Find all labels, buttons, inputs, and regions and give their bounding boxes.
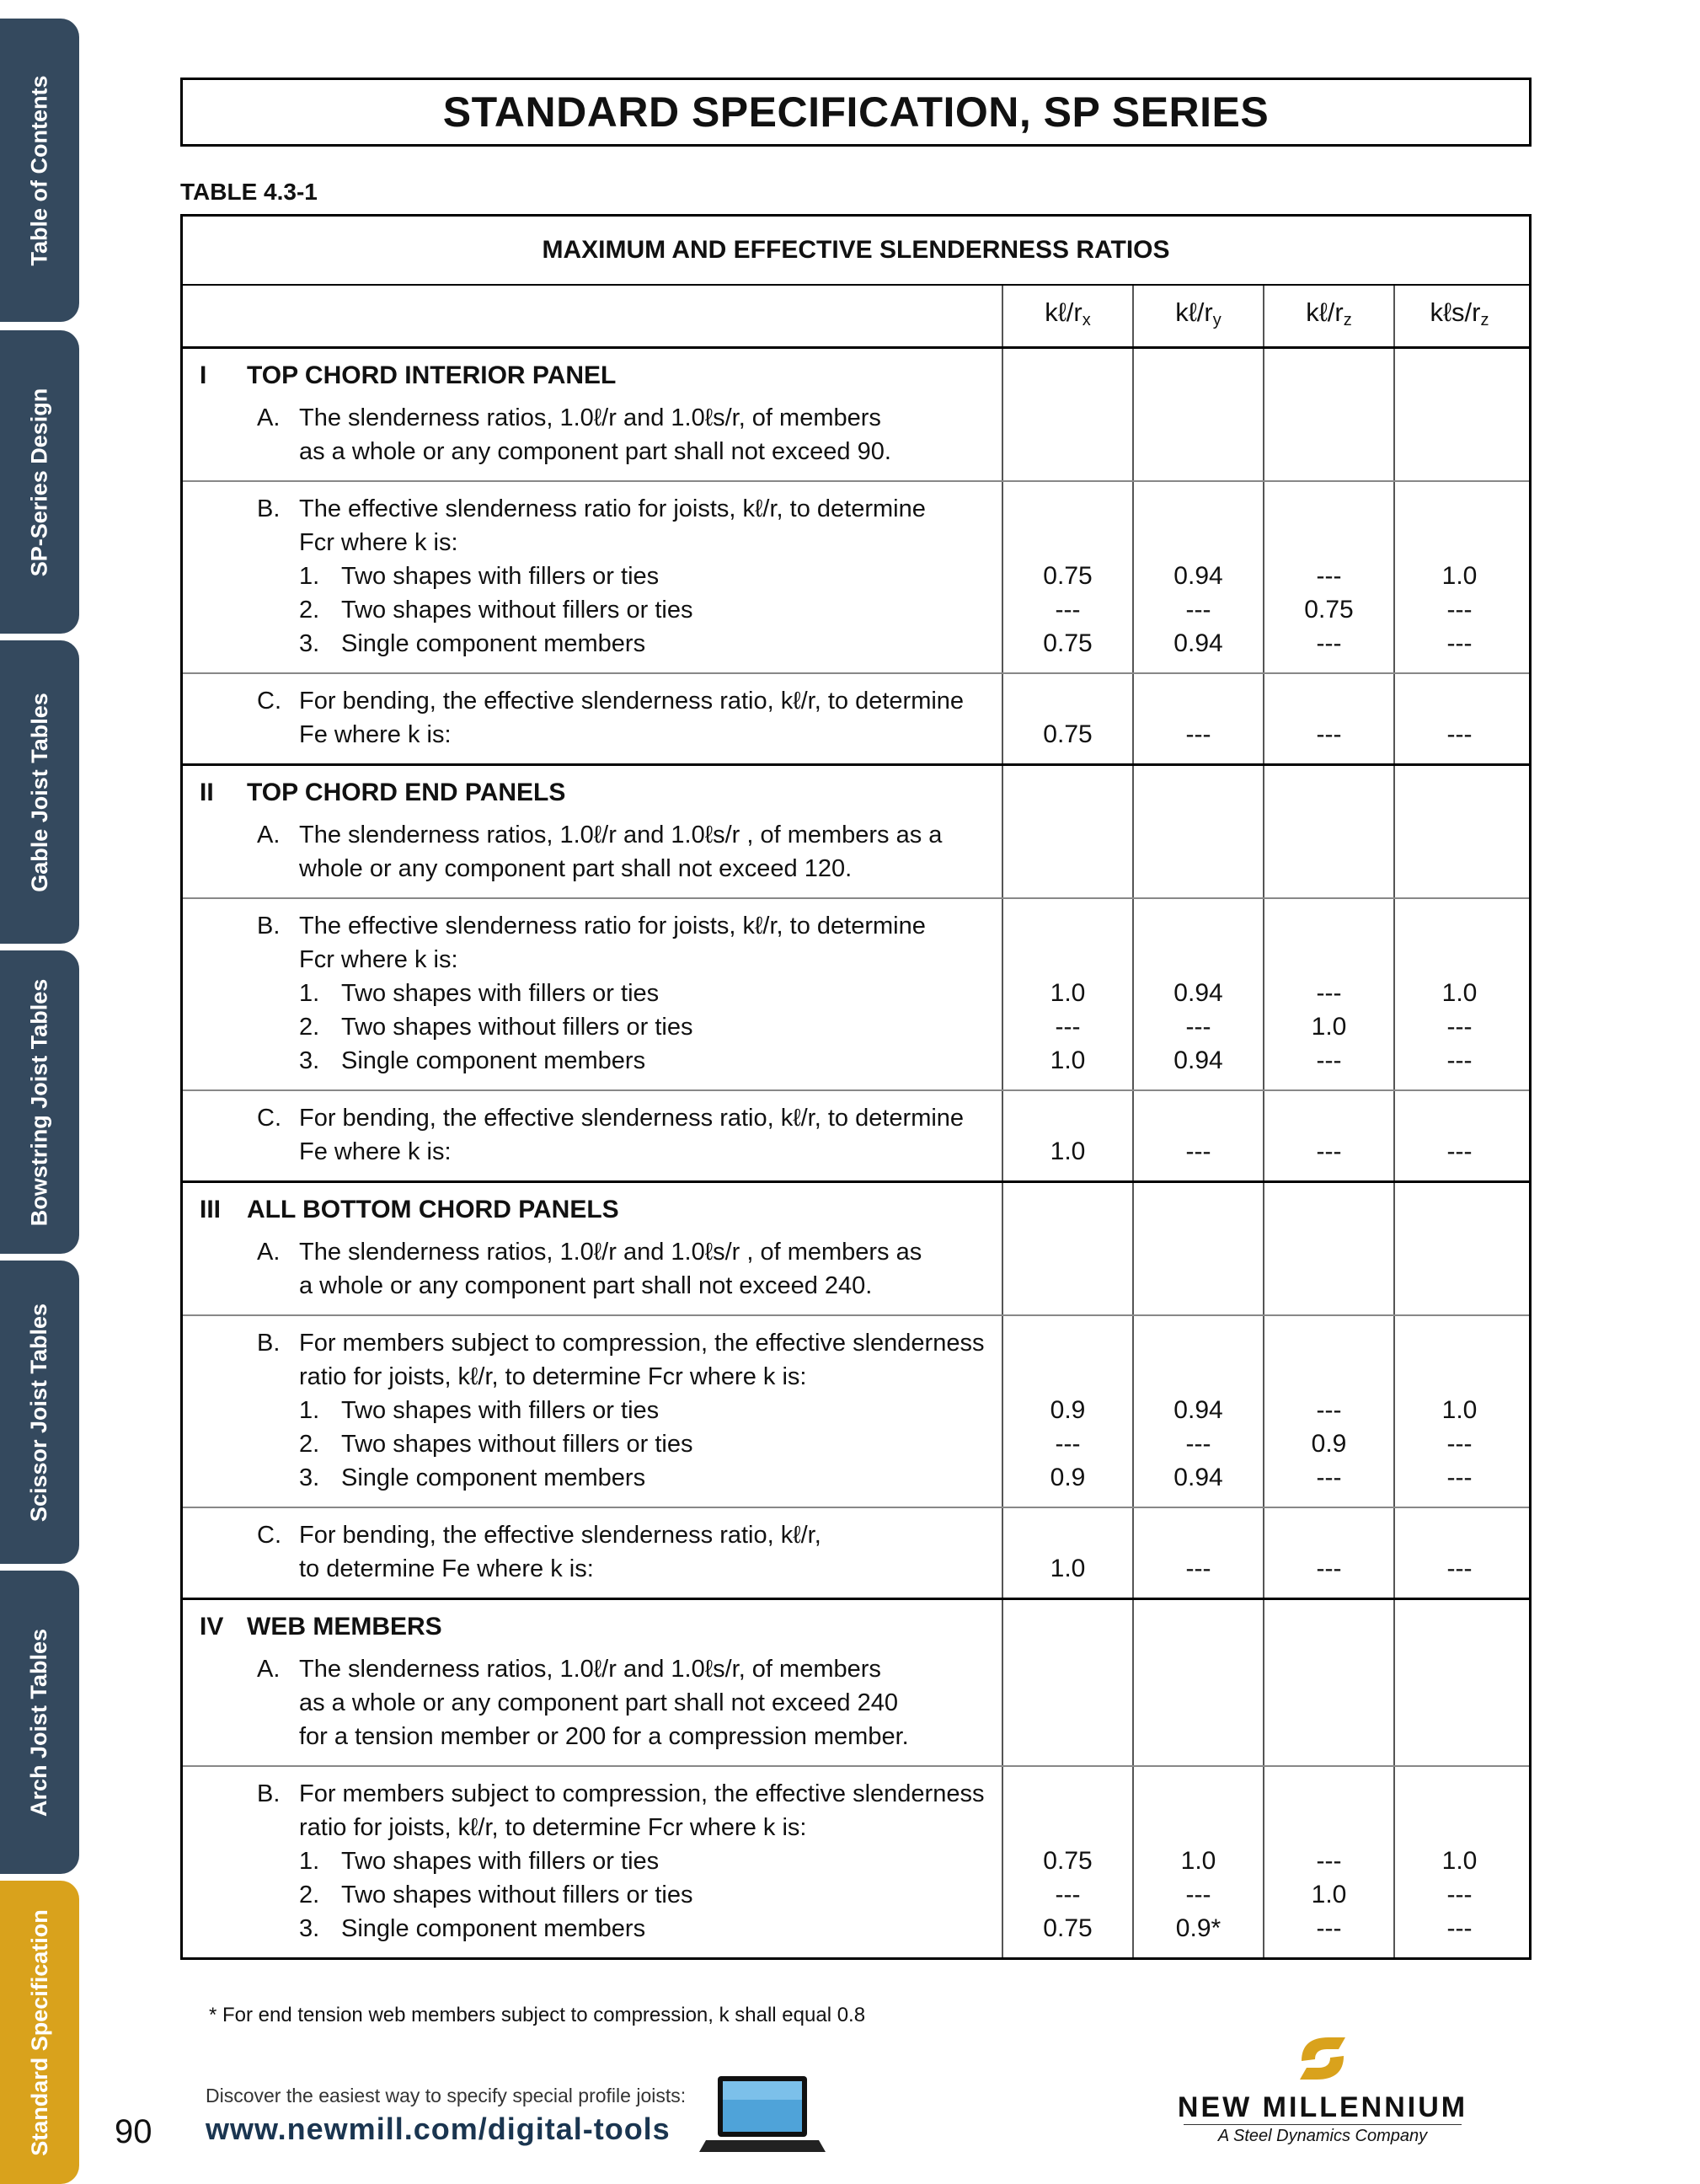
value-cell xyxy=(1263,674,1393,763)
tab-arch-joist-tables[interactable] xyxy=(0,1571,79,1874)
value: --- xyxy=(1055,596,1081,624)
value-cell xyxy=(1393,1508,1524,1598)
tab-bowstring-joist-tables[interactable] xyxy=(0,950,79,1254)
value: 1.0 xyxy=(1180,1847,1216,1875)
tab-standard-specification[interactable] xyxy=(0,1881,79,2184)
tab-scissor-joist-tables[interactable] xyxy=(0,1261,79,1564)
sub-item xyxy=(299,1044,985,1078)
value: 0.9 xyxy=(1050,1396,1086,1424)
value: --- xyxy=(1055,1430,1081,1458)
value-cell xyxy=(1002,1316,1132,1507)
value-cell xyxy=(1132,899,1263,1089)
item-letter: B. xyxy=(257,495,281,522)
value: --- xyxy=(1316,1396,1342,1424)
item-line: whole or any component part shall not exceed 120. xyxy=(299,855,853,882)
value: 0.75 xyxy=(1043,1914,1093,1942)
value-cell xyxy=(1393,1183,1524,1314)
item-letter: B. xyxy=(257,1780,281,1807)
value: 0.75 xyxy=(1043,1847,1093,1875)
value: --- xyxy=(1185,1430,1211,1458)
section-heading xyxy=(200,359,985,393)
item-letter: C. xyxy=(257,1522,281,1549)
slenderness-table xyxy=(180,214,1532,1960)
item-letter: B. xyxy=(257,1330,281,1357)
row-description xyxy=(183,1183,1002,1314)
row-description xyxy=(183,1767,1002,1957)
value: --- xyxy=(1446,1046,1473,1074)
value-cell xyxy=(1393,899,1524,1089)
section-title: ALL BOTTOM CHORD PANELS xyxy=(247,1196,619,1223)
value-cell xyxy=(1263,1600,1393,1765)
value: 1.0 xyxy=(1441,979,1478,1007)
item-line: Fcr where k is: xyxy=(299,946,458,973)
column-header-row xyxy=(183,286,1529,349)
value: 0.9* xyxy=(1175,1914,1222,1942)
sub-number: 2. xyxy=(299,1431,320,1458)
value-cell xyxy=(1132,1183,1263,1314)
sub-item xyxy=(299,627,985,661)
value-cell xyxy=(1263,1508,1393,1598)
value: --- xyxy=(1446,596,1473,624)
value-cell xyxy=(1132,1767,1263,1957)
col-sub: z xyxy=(1343,310,1352,329)
sub-item xyxy=(299,977,985,1010)
sub-item xyxy=(299,593,985,627)
value: --- xyxy=(1446,1881,1473,1908)
value-cell xyxy=(1002,1091,1132,1180)
sub-number: 2. xyxy=(299,1014,320,1041)
sub-number: 1. xyxy=(299,1397,320,1424)
row-description xyxy=(183,1316,1002,1507)
sub-item xyxy=(299,1912,985,1946)
value-cell xyxy=(1132,1316,1263,1507)
col-header-klrx xyxy=(1002,286,1132,346)
row-description xyxy=(183,482,1002,672)
sub-number: 2. xyxy=(299,1882,320,1908)
col-header-klsrz xyxy=(1393,286,1524,346)
value-cell xyxy=(1393,1600,1524,1765)
item-text xyxy=(200,1518,985,1586)
sub-item xyxy=(299,1461,985,1495)
value-cell xyxy=(1393,674,1524,763)
item-text xyxy=(200,1235,985,1303)
value: 1.0 xyxy=(1311,1013,1347,1041)
value: --- xyxy=(1316,1464,1342,1491)
col-base: kℓs/r xyxy=(1430,297,1481,327)
item-line: For bending, the effective slenderness ratio, kℓ/r, to determine xyxy=(299,688,965,715)
value: --- xyxy=(1316,1138,1342,1165)
tab-label: SP-Series Design xyxy=(26,388,52,576)
tab-table-of-contents[interactable] xyxy=(0,19,79,322)
value-cell xyxy=(1002,766,1132,897)
value-cell xyxy=(1263,1767,1393,1957)
value-cell xyxy=(1393,766,1524,897)
value: 1.0 xyxy=(1050,979,1086,1007)
table-row xyxy=(183,1091,1529,1183)
section-title: WEB MEMBERS xyxy=(247,1613,442,1641)
section-heading xyxy=(200,1610,985,1644)
item-line: The effective slenderness ratio for joists, kℓ/r, to determine xyxy=(299,495,926,522)
section-heading xyxy=(200,776,985,810)
item-letter: A. xyxy=(257,1239,281,1266)
value: 0.94 xyxy=(1173,979,1223,1007)
value: 0.75 xyxy=(1304,596,1354,624)
col-header-klry xyxy=(1132,286,1263,346)
value: --- xyxy=(1316,720,1342,748)
value: --- xyxy=(1316,1914,1342,1942)
value-cell xyxy=(1002,674,1132,763)
sub-item xyxy=(299,1878,985,1912)
table-row xyxy=(183,1767,1529,1957)
sub-text: Single component members xyxy=(341,1915,646,1942)
value: --- xyxy=(1055,1013,1081,1041)
sub-text: Two shapes with fillers or ties xyxy=(341,1397,660,1424)
value: --- xyxy=(1185,596,1211,624)
tab-gable-joist-tables[interactable] xyxy=(0,640,79,944)
col-base: kℓ/r xyxy=(1045,297,1083,327)
value: 1.0 xyxy=(1441,1847,1478,1875)
value: --- xyxy=(1316,979,1342,1007)
sub-number: 3. xyxy=(299,1464,320,1491)
discover-text: Discover the easiest way to specify special profile joists: xyxy=(206,2085,687,2106)
value-cell xyxy=(1002,1508,1132,1598)
footnote: * For end tension web members subject to compression, k shall equal 0.8 xyxy=(209,2004,866,2026)
sub-text: Two shapes with fillers or ties xyxy=(341,980,660,1007)
table-caption: MAXIMUM AND EFFECTIVE SLENDERNESS RATIOS xyxy=(183,217,1529,286)
value: --- xyxy=(1185,1881,1211,1908)
value: 0.75 xyxy=(1043,720,1093,748)
value: --- xyxy=(1316,1555,1342,1582)
table-row xyxy=(183,1316,1529,1508)
digital-tools-link[interactable]: www.newmill.com/digital-tools xyxy=(206,2112,671,2146)
row-description xyxy=(183,1600,1002,1765)
sub-text: Two shapes with fillers or ties xyxy=(341,563,660,590)
item-letter: A. xyxy=(257,404,281,431)
value-cell xyxy=(1393,1767,1524,1957)
value: 0.94 xyxy=(1173,629,1223,657)
item-letter: A. xyxy=(257,822,281,848)
item-text xyxy=(200,1777,985,1946)
item-letter: C. xyxy=(257,1105,281,1132)
table-number: TABLE 4.3-1 xyxy=(180,179,318,205)
section-heading xyxy=(200,1193,985,1227)
value: --- xyxy=(1316,562,1342,590)
value-cell xyxy=(1263,766,1393,897)
value-cell xyxy=(1132,349,1263,480)
value: 1.0 xyxy=(1050,1046,1086,1074)
value: --- xyxy=(1446,1914,1473,1942)
sub-text: Two shapes without fillers or ties xyxy=(341,597,693,624)
value-cell xyxy=(1393,482,1524,672)
sub-item xyxy=(299,1010,985,1044)
value-cell xyxy=(1132,1600,1263,1765)
item-line: For bending, the effective slenderness ratio, kℓ/r, to determine xyxy=(299,1105,965,1132)
col-header-klrz xyxy=(1263,286,1393,346)
value-cell xyxy=(1002,1183,1132,1314)
value-cell xyxy=(1393,1316,1524,1507)
item-line: ratio for joists, kℓ/r, to determine Fcr where k is: xyxy=(299,1363,807,1390)
item-line: For members subject to compression, the effective slenderness xyxy=(299,1780,985,1807)
sub-number: 3. xyxy=(299,1047,320,1074)
section-title: TOP CHORD END PANELS xyxy=(247,779,566,806)
table-row xyxy=(183,766,1529,899)
value-cell xyxy=(1393,1091,1524,1180)
sub-text: Two shapes without fillers or ties xyxy=(341,1431,693,1458)
value-cell xyxy=(1002,1767,1132,1957)
item-text xyxy=(200,1652,985,1753)
row-description xyxy=(183,899,1002,1089)
item-text xyxy=(200,492,985,661)
item-text xyxy=(200,401,985,468)
item-line: The slenderness ratios, 1.0ℓ/r and 1.0ℓs/r, of members xyxy=(299,1656,881,1683)
row-description xyxy=(183,1508,1002,1598)
row-description xyxy=(183,766,1002,897)
table-row xyxy=(183,674,1529,766)
sub-number: 1. xyxy=(299,1848,320,1875)
value: --- xyxy=(1446,629,1473,657)
item-line: For members subject to compression, the effective slenderness xyxy=(299,1330,985,1357)
value: --- xyxy=(1185,720,1211,748)
value: --- xyxy=(1446,720,1473,748)
value: 0.94 xyxy=(1173,562,1223,590)
value: --- xyxy=(1446,1464,1473,1491)
page-title: STANDARD SPECIFICATION, SP SERIES xyxy=(442,88,1270,136)
value: --- xyxy=(1316,1847,1342,1875)
sub-text: Two shapes without fillers or ties xyxy=(341,1882,693,1908)
value: --- xyxy=(1185,1138,1211,1165)
new-millennium-logo xyxy=(1146,2029,1500,2155)
value: 0.94 xyxy=(1173,1046,1223,1074)
tab-label: Gable Joist Tables xyxy=(26,692,52,892)
table-row xyxy=(183,1600,1529,1767)
sub-number: 2. xyxy=(299,597,320,624)
tab-label: Bowstring Joist Tables xyxy=(26,978,52,1226)
value: 0.94 xyxy=(1173,1464,1223,1491)
header-desc-cell xyxy=(183,286,1002,346)
value: 1.0 xyxy=(1441,1396,1478,1424)
value-cell xyxy=(1132,1091,1263,1180)
tab-label: Arch Joist Tables xyxy=(26,1628,52,1817)
logo-mark-icon xyxy=(1285,2029,1361,2088)
item-line: ratio for joists, kℓ/r, to determine Fcr where k is: xyxy=(299,1814,807,1841)
item-text xyxy=(200,909,985,1078)
item-text xyxy=(200,1326,985,1495)
item-text xyxy=(200,684,985,752)
item-line: to determine Fe where k is: xyxy=(299,1555,594,1582)
item-line: for a tension member or 200 for a compression member. xyxy=(299,1723,909,1750)
item-line: as a whole or any component part shall not exceed 90. xyxy=(299,438,891,465)
sub-item xyxy=(299,1394,985,1427)
page-title-box xyxy=(180,78,1532,147)
value-cell xyxy=(1263,1316,1393,1507)
value: --- xyxy=(1185,1013,1211,1041)
section-number: I xyxy=(200,361,207,389)
sub-number: 3. xyxy=(299,630,320,657)
value-cell xyxy=(1263,482,1393,672)
item-line: Fe where k is: xyxy=(299,721,452,748)
col-base: kℓ/r xyxy=(1306,297,1344,327)
sub-text: Single component members xyxy=(341,630,646,657)
section-number: III xyxy=(200,1196,222,1223)
tab-label: Standard Specification xyxy=(26,1908,52,2156)
value-cell xyxy=(1263,349,1393,480)
value: --- xyxy=(1316,1046,1342,1074)
item-letter: B. xyxy=(257,913,281,939)
sub-number: 1. xyxy=(299,980,320,1007)
sub-number: 3. xyxy=(299,1915,320,1942)
value-cell xyxy=(1393,349,1524,480)
item-line: The slenderness ratios, 1.0ℓ/r and 1.0ℓs/r , of members as a xyxy=(299,822,943,848)
value: --- xyxy=(1446,1138,1473,1165)
table-row xyxy=(183,899,1529,1091)
value: 1.0 xyxy=(1311,1881,1347,1908)
col-sub: x xyxy=(1082,310,1091,329)
sub-text: Two shapes with fillers or ties xyxy=(341,1848,660,1875)
value: --- xyxy=(1055,1881,1081,1908)
item-text xyxy=(200,1101,985,1169)
sub-item xyxy=(299,1844,985,1878)
value: --- xyxy=(1446,1013,1473,1041)
logo-tagline: A Steel Dynamics Company xyxy=(1184,2124,1462,2146)
tab-label: Scissor Joist Tables xyxy=(26,1303,52,1522)
value-cell xyxy=(1263,1091,1393,1180)
sub-text: Single component members xyxy=(341,1464,646,1491)
value: 0.75 xyxy=(1043,629,1093,657)
row-description xyxy=(183,674,1002,763)
logo-name: NEW MILLENNIUM xyxy=(1177,2091,1468,2123)
sub-item xyxy=(299,559,985,593)
row-description xyxy=(183,349,1002,480)
col-base: kℓ/r xyxy=(1175,297,1213,327)
item-line: The slenderness ratios, 1.0ℓ/r and 1.0ℓs/r , of members as xyxy=(299,1239,922,1266)
item-line: For bending, the effective slenderness ratio, kℓ/r, xyxy=(299,1522,821,1549)
value: 1.0 xyxy=(1441,562,1478,590)
table-row xyxy=(183,1183,1529,1316)
sub-text: Two shapes without fillers or ties xyxy=(341,1014,693,1041)
section-number: II xyxy=(200,779,214,806)
item-text xyxy=(200,818,985,886)
row-description xyxy=(183,1091,1002,1180)
col-sub: z xyxy=(1480,310,1489,329)
value-cell xyxy=(1002,349,1132,480)
value: --- xyxy=(1185,1555,1211,1582)
table-row xyxy=(183,482,1529,674)
item-line: Fcr where k is: xyxy=(299,529,458,556)
tab-sp-series-design[interactable] xyxy=(0,330,79,634)
section-number: IV xyxy=(200,1613,224,1641)
value-cell xyxy=(1002,899,1132,1089)
value: --- xyxy=(1446,1430,1473,1458)
section-title: TOP CHORD INTERIOR PANEL xyxy=(247,361,617,389)
value-cell xyxy=(1132,482,1263,672)
item-line: The effective slenderness ratio for joists, kℓ/r, to determine xyxy=(299,913,926,939)
value: 1.0 xyxy=(1050,1555,1086,1582)
item-line: Fe where k is: xyxy=(299,1138,452,1165)
value-cell xyxy=(1132,674,1263,763)
page-number: 90 xyxy=(115,2113,152,2150)
item-line: a whole or any component part shall not exceed 240. xyxy=(299,1272,873,1299)
value-cell xyxy=(1263,899,1393,1089)
item-line: as a whole or any component part shall not exceed 240 xyxy=(299,1689,898,1716)
item-letter: A. xyxy=(257,1656,281,1683)
value-cell xyxy=(1132,1508,1263,1598)
value-cell xyxy=(1132,766,1263,897)
table-row xyxy=(183,349,1529,482)
value: 1.0 xyxy=(1050,1138,1086,1165)
sub-number: 1. xyxy=(299,563,320,590)
value-cell xyxy=(1002,482,1132,672)
value: 0.9 xyxy=(1311,1430,1347,1458)
value: --- xyxy=(1316,629,1342,657)
value-cell xyxy=(1263,1183,1393,1314)
value: 0.94 xyxy=(1173,1396,1223,1424)
item-line: The slenderness ratios, 1.0ℓ/r and 1.0ℓs/r, of members xyxy=(299,404,881,431)
tab-label: Table of Contents xyxy=(26,75,52,265)
value: 0.9 xyxy=(1050,1464,1086,1491)
item-letter: C. xyxy=(257,688,281,715)
table-row xyxy=(183,1508,1529,1600)
sub-item xyxy=(299,1427,985,1461)
col-sub: y xyxy=(1212,310,1222,329)
value-cell xyxy=(1002,1600,1132,1765)
laptop-icon xyxy=(699,2073,826,2157)
table-body xyxy=(183,349,1529,1957)
value: 0.75 xyxy=(1043,562,1093,590)
sub-text: Single component members xyxy=(341,1047,646,1074)
value: --- xyxy=(1446,1555,1473,1582)
